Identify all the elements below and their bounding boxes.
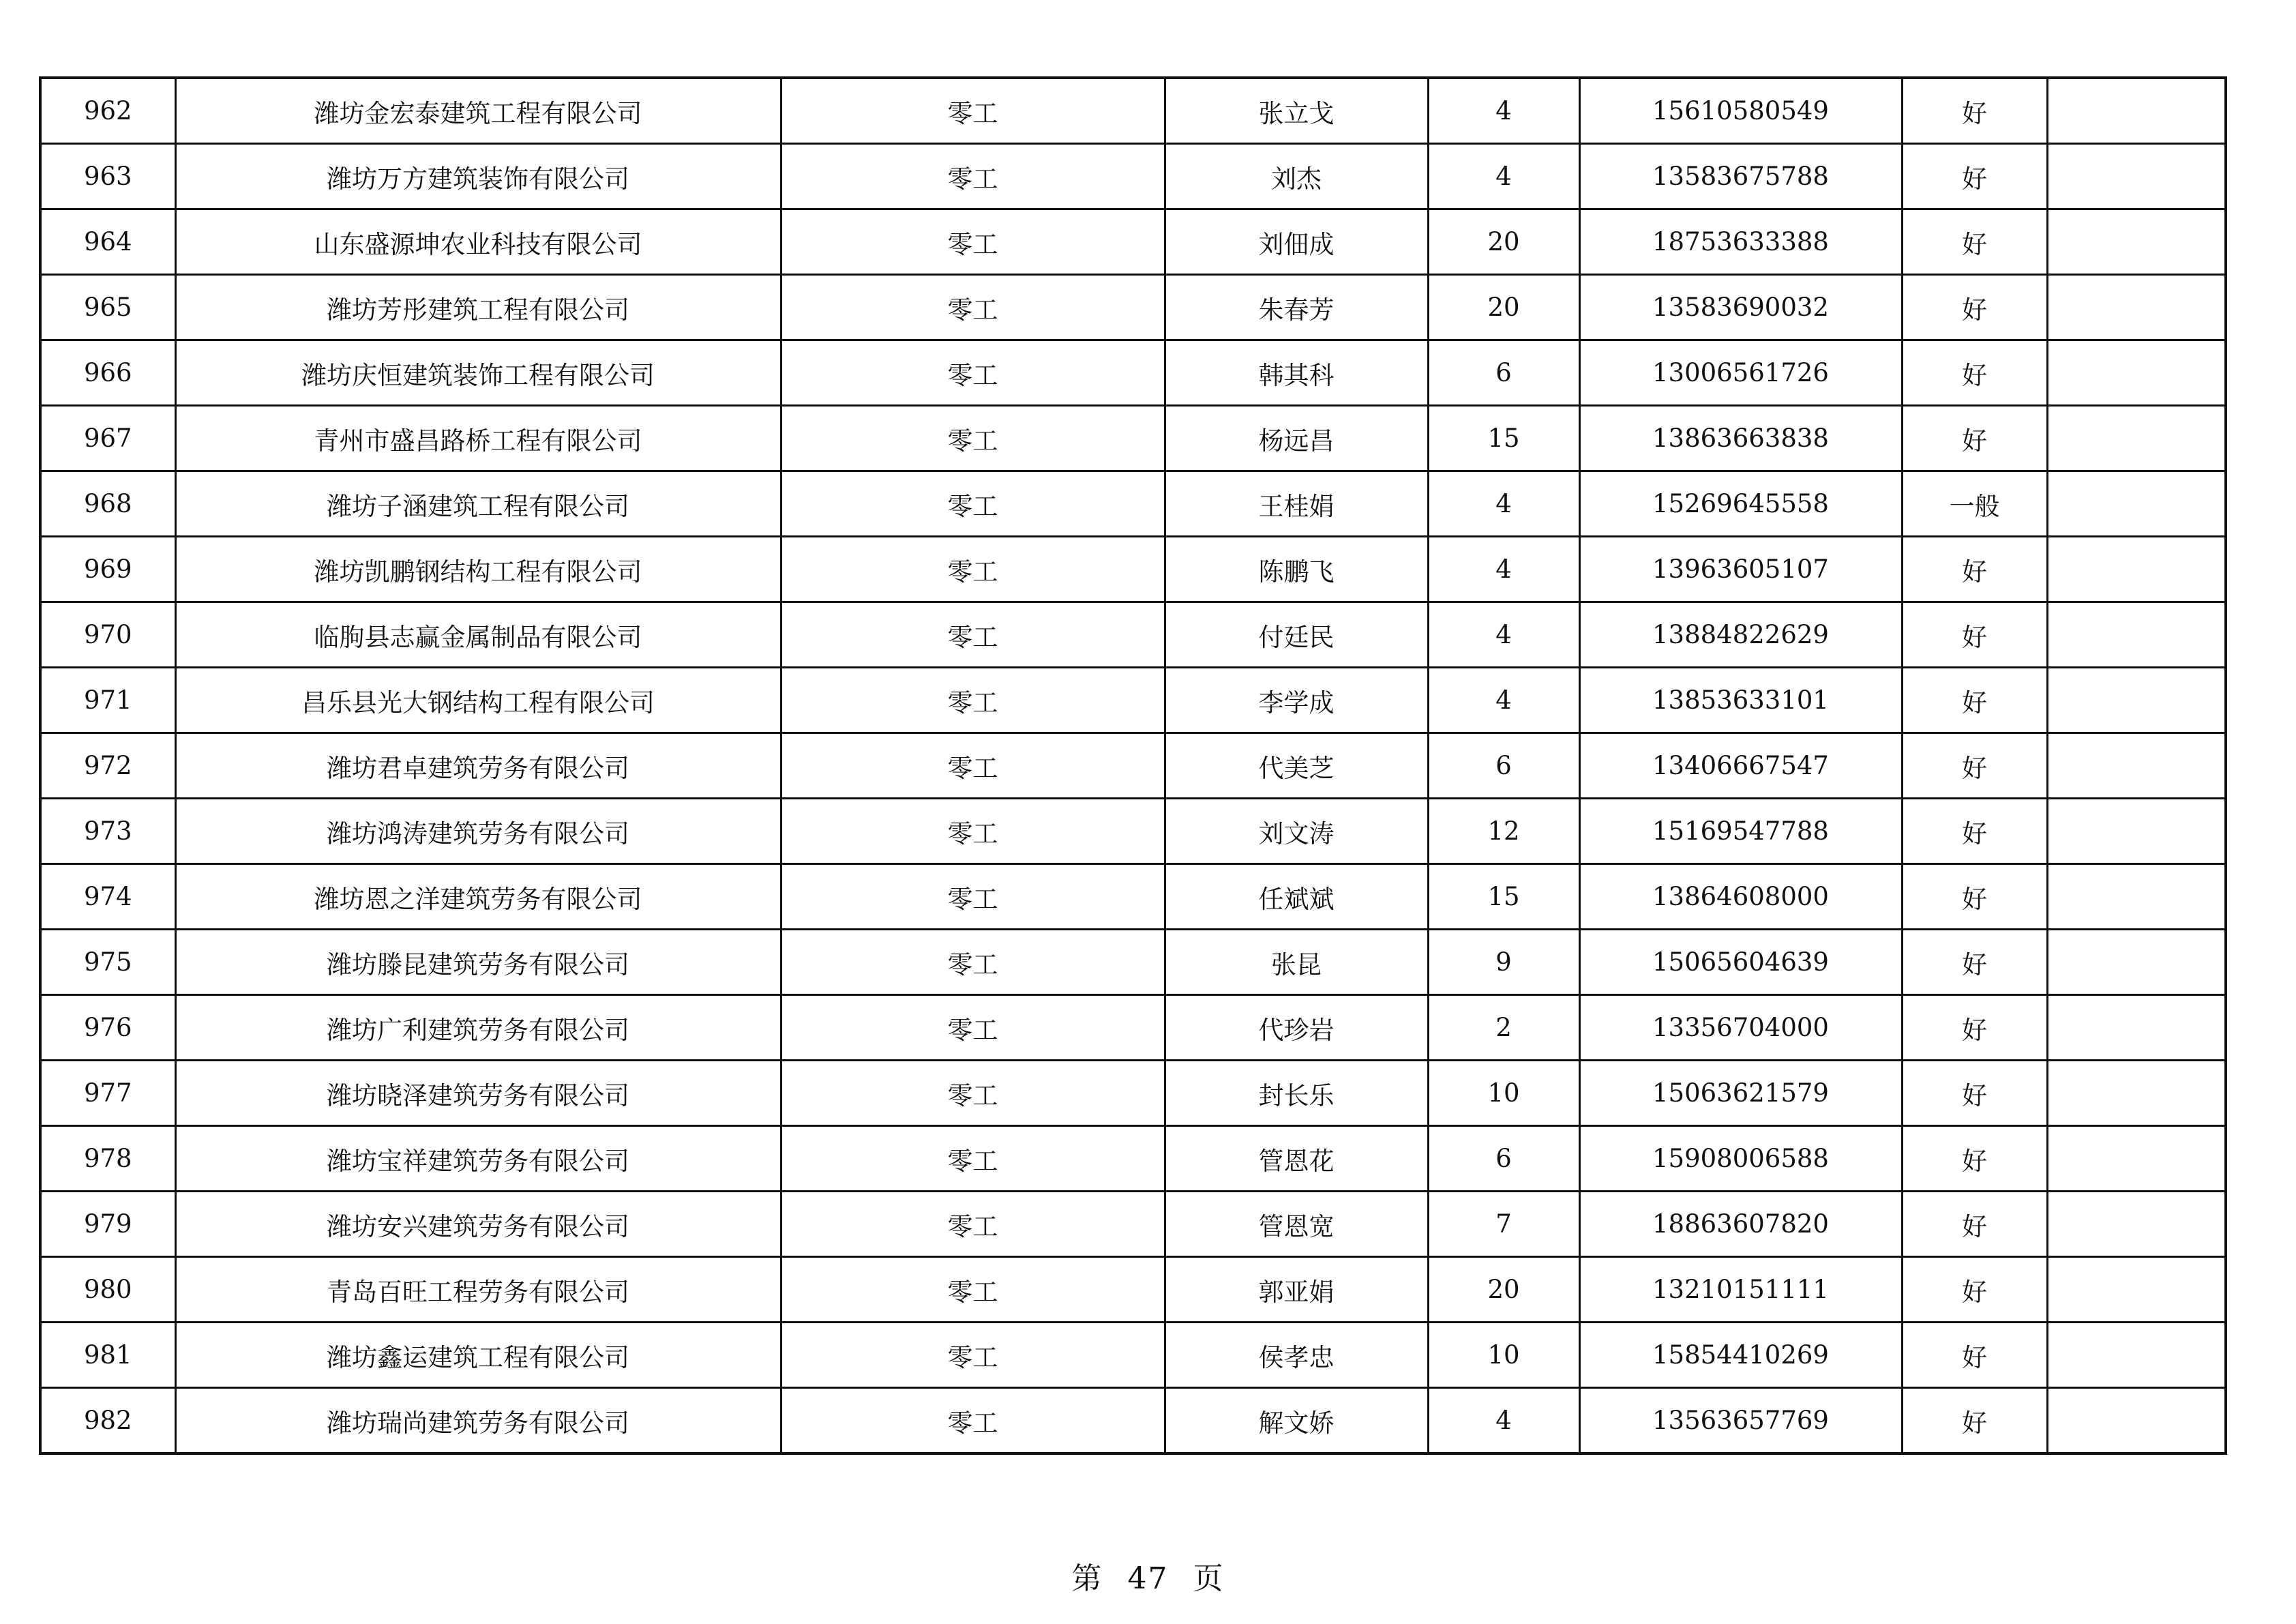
company-name-cell: 潍坊万方建筑装饰有限公司: [175, 144, 781, 209]
company-name-cell: 青州市盛昌路桥工程有限公司: [175, 406, 781, 471]
job-type-cell: 零工: [781, 1323, 1165, 1388]
headcount-cell: 15: [1428, 864, 1579, 930]
rating-cell: 一般: [1902, 471, 2047, 537]
remarks-cell: [2047, 864, 2226, 930]
row-number-cell: 969: [40, 537, 175, 602]
table-row: [40, 1061, 2226, 1126]
page-number: 47: [1127, 1561, 1169, 1596]
headcount-cell: 4: [1428, 668, 1579, 733]
row-number-cell: 978: [40, 1126, 175, 1192]
headcount-cell: 4: [1428, 602, 1579, 668]
company-name-cell: 潍坊庆恒建筑装饰工程有限公司: [175, 340, 781, 406]
rating-cell: 好: [1902, 1323, 2047, 1388]
rating-cell: 好: [1902, 733, 2047, 799]
rating-cell: 好: [1902, 1061, 2047, 1126]
contact-person-cell: 刘佃成: [1165, 209, 1428, 275]
row-number-cell: 967: [40, 406, 175, 471]
contact-person-cell: 李学成: [1165, 668, 1428, 733]
rating-cell: 好: [1902, 602, 2047, 668]
table-row: [40, 1126, 2226, 1192]
phone-number-cell: 13853633101: [1579, 668, 1902, 733]
table-row: [40, 864, 2226, 930]
headcount-cell: 6: [1428, 340, 1579, 406]
table-row: [40, 209, 2226, 275]
job-type-cell: 零工: [781, 406, 1165, 471]
headcount-cell: 6: [1428, 1126, 1579, 1192]
company-name-cell: 潍坊鑫运建筑工程有限公司: [175, 1323, 781, 1388]
contact-person-cell: 侯孝忠: [1165, 1323, 1428, 1388]
remarks-cell: [2047, 471, 2226, 537]
headcount-cell: 4: [1428, 144, 1579, 209]
company-name-cell: 潍坊凯鹏钢结构工程有限公司: [175, 537, 781, 602]
rating-cell: 好: [1902, 799, 2047, 864]
contact-person-cell: 任斌斌: [1165, 864, 1428, 930]
row-number-cell: 963: [40, 144, 175, 209]
footer-prefix: 第: [1071, 1561, 1103, 1596]
company-name-cell: 潍坊晓泽建筑劳务有限公司: [175, 1061, 781, 1126]
job-type-cell: 零工: [781, 275, 1165, 340]
rating-cell: 好: [1902, 275, 2047, 340]
company-name-cell: 临朐县志赢金属制品有限公司: [175, 602, 781, 668]
rating-cell: 好: [1902, 1388, 2047, 1454]
table-row: [40, 733, 2226, 799]
headcount-cell: 9: [1428, 930, 1579, 995]
headcount-cell: 4: [1428, 78, 1579, 144]
phone-number-cell: 13583690032: [1579, 275, 1902, 340]
phone-number-cell: 15908006588: [1579, 1126, 1902, 1192]
phone-number-cell: 13006561726: [1579, 340, 1902, 406]
job-type-cell: 零工: [781, 1126, 1165, 1192]
job-type-cell: 零工: [781, 799, 1165, 864]
contact-person-cell: 郭亚娟: [1165, 1257, 1428, 1323]
job-type-cell: 零工: [781, 471, 1165, 537]
company-name-cell: 青岛百旺工程劳务有限公司: [175, 1257, 781, 1323]
phone-number-cell: 13863663838: [1579, 406, 1902, 471]
row-number-cell: 965: [40, 275, 175, 340]
job-type-cell: 零工: [781, 144, 1165, 209]
company-name-cell: 潍坊芳彤建筑工程有限公司: [175, 275, 781, 340]
row-number-cell: 977: [40, 1061, 175, 1126]
rating-cell: 好: [1902, 668, 2047, 733]
row-number-cell: 981: [40, 1323, 175, 1388]
table-row: [40, 340, 2226, 406]
headcount-cell: 4: [1428, 471, 1579, 537]
rating-cell: 好: [1902, 864, 2047, 930]
headcount-cell: 12: [1428, 799, 1579, 864]
remarks-cell: [2047, 340, 2226, 406]
remarks-cell: [2047, 209, 2226, 275]
table-row: [40, 602, 2226, 668]
phone-number-cell: 13210151111: [1579, 1257, 1902, 1323]
job-type-cell: 零工: [781, 209, 1165, 275]
table-row: [40, 995, 2226, 1061]
job-type-cell: 零工: [781, 864, 1165, 930]
remarks-cell: [2047, 930, 2226, 995]
job-type-cell: 零工: [781, 930, 1165, 995]
row-number-cell: 966: [40, 340, 175, 406]
job-type-cell: 零工: [781, 1257, 1165, 1323]
phone-number-cell: 13583675788: [1579, 144, 1902, 209]
remarks-cell: [2047, 537, 2226, 602]
company-name-cell: 潍坊鸿涛建筑劳务有限公司: [175, 799, 781, 864]
headcount-cell: 10: [1428, 1061, 1579, 1126]
remarks-cell: [2047, 78, 2226, 144]
company-name-cell: 潍坊瑞尚建筑劳务有限公司: [175, 1388, 781, 1454]
rating-cell: 好: [1902, 995, 2047, 1061]
contact-person-cell: 封长乐: [1165, 1061, 1428, 1126]
phone-number-cell: 18753633388: [1579, 209, 1902, 275]
rating-cell: 好: [1902, 78, 2047, 144]
headcount-cell: 6: [1428, 733, 1579, 799]
phone-number-cell: 13963605107: [1579, 537, 1902, 602]
contact-person-cell: 张立戈: [1165, 78, 1428, 144]
contact-person-cell: 管恩花: [1165, 1126, 1428, 1192]
job-type-cell: 零工: [781, 537, 1165, 602]
remarks-cell: [2047, 733, 2226, 799]
headcount-cell: 20: [1428, 1257, 1579, 1323]
row-number-cell: 980: [40, 1257, 175, 1323]
headcount-cell: 15: [1428, 406, 1579, 471]
rating-cell: 好: [1902, 144, 2047, 209]
rating-cell: 好: [1902, 1192, 2047, 1257]
row-number-cell: 975: [40, 930, 175, 995]
job-type-cell: 零工: [781, 602, 1165, 668]
remarks-cell: [2047, 1126, 2226, 1192]
phone-number-cell: 18863607820: [1579, 1192, 1902, 1257]
job-type-cell: 零工: [781, 1388, 1165, 1454]
phone-number-cell: 15065604639: [1579, 930, 1902, 995]
roster-table: [39, 76, 2227, 1455]
headcount-cell: 20: [1428, 209, 1579, 275]
remarks-cell: [2047, 1323, 2226, 1388]
row-number-cell: 973: [40, 799, 175, 864]
table-row: [40, 1323, 2226, 1388]
phone-number-cell: 15610580549: [1579, 78, 1902, 144]
table-row: [40, 471, 2226, 537]
rating-cell: 好: [1902, 1126, 2047, 1192]
remarks-cell: [2047, 406, 2226, 471]
contact-person-cell: 解文娇: [1165, 1388, 1428, 1454]
company-name-cell: 山东盛源坤农业科技有限公司: [175, 209, 781, 275]
contact-person-cell: 陈鹏飞: [1165, 537, 1428, 602]
remarks-cell: [2047, 144, 2226, 209]
job-type-cell: 零工: [781, 1061, 1165, 1126]
row-number-cell: 970: [40, 602, 175, 668]
table-row: [40, 537, 2226, 602]
remarks-cell: [2047, 995, 2226, 1061]
job-type-cell: 零工: [781, 78, 1165, 144]
company-name-cell: 潍坊滕昆建筑劳务有限公司: [175, 930, 781, 995]
job-type-cell: 零工: [781, 1192, 1165, 1257]
contact-person-cell: 韩其科: [1165, 340, 1428, 406]
company-name-cell: 潍坊广利建筑劳务有限公司: [175, 995, 781, 1061]
phone-number-cell: 13563657769: [1579, 1388, 1902, 1454]
table-row: [40, 275, 2226, 340]
contact-person-cell: 杨远昌: [1165, 406, 1428, 471]
job-type-cell: 零工: [781, 733, 1165, 799]
roster-body: [40, 78, 2226, 1453]
remarks-cell: [2047, 1388, 2226, 1454]
phone-number-cell: 15854410269: [1579, 1323, 1902, 1388]
contact-person-cell: 代美芝: [1165, 733, 1428, 799]
contact-person-cell: 代珍岩: [1165, 995, 1428, 1061]
table-row: [40, 144, 2226, 209]
rating-cell: 好: [1902, 537, 2047, 602]
remarks-cell: [2047, 602, 2226, 668]
row-number-cell: 976: [40, 995, 175, 1061]
table-row: [40, 406, 2226, 471]
remarks-cell: [2047, 668, 2226, 733]
contact-person-cell: 管恩宽: [1165, 1192, 1428, 1257]
job-type-cell: 零工: [781, 995, 1165, 1061]
company-name-cell: 潍坊安兴建筑劳务有限公司: [175, 1192, 781, 1257]
phone-number-cell: 13864608000: [1579, 864, 1902, 930]
rating-cell: 好: [1902, 930, 2047, 995]
company-name-cell: 潍坊恩之洋建筑劳务有限公司: [175, 864, 781, 930]
row-number-cell: 964: [40, 209, 175, 275]
row-number-cell: 962: [40, 78, 175, 144]
table-row: [40, 78, 2226, 144]
table-row: [40, 1257, 2226, 1323]
job-type-cell: 零工: [781, 668, 1165, 733]
rating-cell: 好: [1902, 340, 2047, 406]
table-row: [40, 930, 2226, 995]
phone-number-cell: 13356704000: [1579, 995, 1902, 1061]
job-type-cell: 零工: [781, 340, 1165, 406]
table-row: [40, 668, 2226, 733]
phone-number-cell: 15063621579: [1579, 1061, 1902, 1126]
row-number-cell: 979: [40, 1192, 175, 1257]
remarks-cell: [2047, 1257, 2226, 1323]
headcount-cell: 4: [1428, 537, 1579, 602]
row-number-cell: 982: [40, 1388, 175, 1454]
remarks-cell: [2047, 1192, 2226, 1257]
row-number-cell: 972: [40, 733, 175, 799]
contact-person-cell: 付廷民: [1165, 602, 1428, 668]
contact-person-cell: 张昆: [1165, 930, 1428, 995]
row-number-cell: 971: [40, 668, 175, 733]
remarks-cell: [2047, 275, 2226, 340]
company-name-cell: 潍坊宝祥建筑劳务有限公司: [175, 1126, 781, 1192]
company-name-cell: 潍坊子涵建筑工程有限公司: [175, 471, 781, 537]
footer-suffix: 页: [1193, 1561, 1225, 1596]
headcount-cell: 2: [1428, 995, 1579, 1061]
contact-person-cell: 刘杰: [1165, 144, 1428, 209]
phone-number-cell: 13406667547: [1579, 733, 1902, 799]
headcount-cell: 4: [1428, 1388, 1579, 1454]
remarks-cell: [2047, 799, 2226, 864]
table-row: [40, 1388, 2226, 1454]
phone-number-cell: 15169547788: [1579, 799, 1902, 864]
headcount-cell: 10: [1428, 1323, 1579, 1388]
headcount-cell: 20: [1428, 275, 1579, 340]
rating-cell: 好: [1902, 406, 2047, 471]
row-number-cell: 974: [40, 864, 175, 930]
page-footer: [0, 1554, 2296, 1597]
phone-number-cell: 13884822629: [1579, 602, 1902, 668]
contact-person-cell: 刘文涛: [1165, 799, 1428, 864]
rating-cell: 好: [1902, 209, 2047, 275]
table-row: [40, 1192, 2226, 1257]
rating-cell: 好: [1902, 1257, 2047, 1323]
company-name-cell: 潍坊君卓建筑劳务有限公司: [175, 733, 781, 799]
row-number-cell: 968: [40, 471, 175, 537]
contact-person-cell: 朱春芳: [1165, 275, 1428, 340]
table-row: [40, 799, 2226, 864]
company-name-cell: 潍坊金宏泰建筑工程有限公司: [175, 78, 781, 144]
phone-number-cell: 15269645558: [1579, 471, 1902, 537]
headcount-cell: 7: [1428, 1192, 1579, 1257]
remarks-cell: [2047, 1061, 2226, 1126]
company-name-cell: 昌乐县光大钢结构工程有限公司: [175, 668, 781, 733]
contact-person-cell: 王桂娟: [1165, 471, 1428, 537]
